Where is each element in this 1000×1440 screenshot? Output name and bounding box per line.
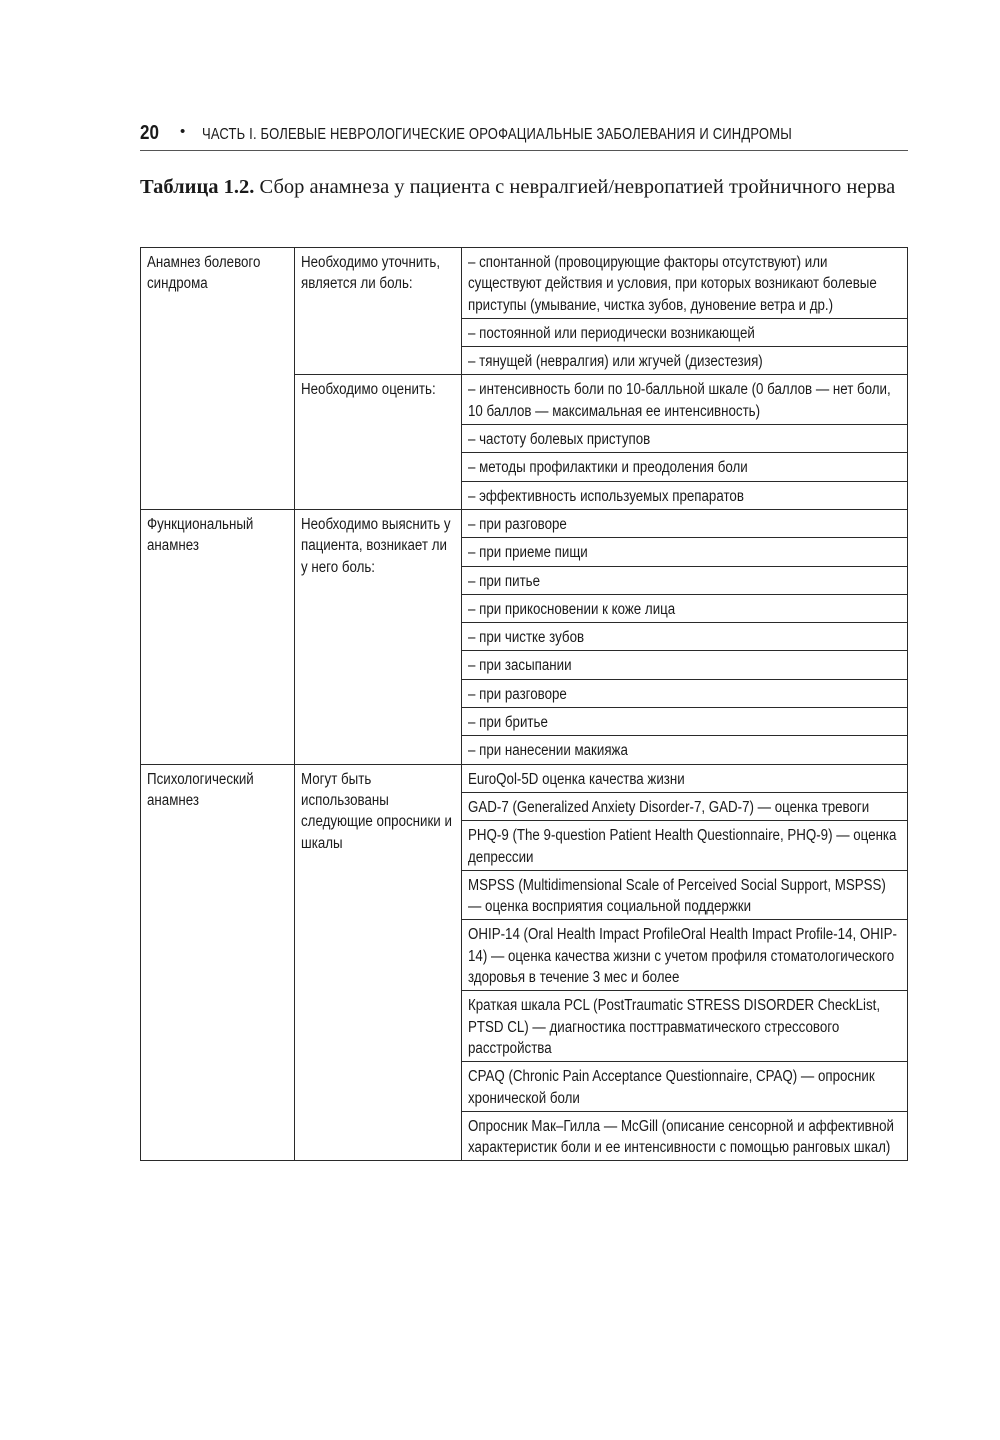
item-text: MSPSS (Multidimensional Scale of Perceived Social Support, MSPSS) — оценка восприятия социальной поддержки (468, 876, 886, 916)
category-cell (141, 509, 295, 764)
instruction-label: Необходимо выяснить у пациента, возникает ли у него боль: (301, 515, 451, 576)
item-text: EuroQol-5D оценка качества жизни (468, 770, 685, 788)
instruction-cell (295, 764, 462, 1161)
item-cell (462, 679, 908, 707)
item-text: Краткая шкала PCL (PostTraumatic STRESS DISORDER CheckList, PTSD CL) — диагностика посттравматического стрессового расстройства (468, 997, 881, 1057)
item-cell (462, 708, 908, 736)
item-cell (462, 651, 908, 679)
item-cell (462, 792, 908, 820)
item-text: – методы профилактики и преодоления боли (468, 459, 748, 477)
item-text: – при прикосновении к коже лица (468, 600, 676, 618)
bullet-separator: • (180, 123, 186, 140)
item-cell (462, 566, 908, 594)
item-text: – при нанесении макияжа (468, 742, 628, 760)
item-text: – при разговоре (468, 685, 567, 703)
table-row (141, 248, 908, 319)
page-number: 20 (140, 122, 159, 144)
item-cell (462, 425, 908, 453)
item-text: – при чистке зубов (468, 629, 585, 647)
table-caption (140, 172, 910, 202)
instruction-label: Могут быть использованы следующие опросники и шкалы (301, 770, 452, 852)
item-cell (462, 870, 908, 920)
item-cell (462, 821, 908, 871)
item-cell (462, 318, 908, 346)
item-text: – при разговоре (468, 515, 567, 533)
item-cell (462, 623, 908, 651)
item-text: – при бритье (468, 714, 548, 732)
category-cell (141, 764, 295, 1161)
item-text: CPAQ (Chronic Pain Acceptance Questionnaire, CPAQ) — опросник хронической боли (468, 1068, 875, 1107)
item-cell (462, 764, 908, 792)
category-label: Анамнез болевого синдрома (147, 254, 261, 293)
item-text: – спонтанной (провоцирующие факторы отсутствуют) или существуют действия и условия, при которых возникают болевые приступы (умывание, чистка зубов, дуновение ветра и др.) (468, 254, 877, 314)
category-label: Психологический анамнез (147, 770, 254, 809)
instruction-cell (295, 248, 462, 375)
item-cell (462, 453, 908, 481)
item-cell (462, 594, 908, 622)
item-cell (462, 1111, 908, 1161)
item-cell (462, 538, 908, 566)
category-label: Функциональный анамнез (147, 515, 254, 555)
item-cell (462, 481, 908, 509)
item-cell (462, 509, 908, 537)
anamnesis-table (140, 247, 908, 1161)
table-row (141, 764, 908, 792)
item-text: – интенсивность боли по 10-балльной шкале (0 баллов — нет боли, 10 баллов — максимальная ее интенсивность) (468, 381, 891, 420)
category-cell (141, 248, 295, 510)
item-text: – постоянной или периодически возникающей (468, 324, 755, 342)
table-caption-text: Сбор анамнеза у пациента с невралгией/невропатией тройничного нерва (254, 176, 896, 198)
item-cell (462, 1062, 908, 1112)
running-head (140, 120, 908, 151)
item-cell (462, 991, 908, 1062)
item-text: – при засыпании (468, 657, 572, 675)
item-cell (462, 347, 908, 375)
item-text: – тянущей (невралгия) или жгучей (дизестезия) (468, 353, 763, 371)
item-cell (462, 375, 908, 425)
part-title: ЧАСТЬ I. БОЛЕВЫЕ НЕВРОЛОГИЧЕСКИЕ ОРОФАЦИАЛЬНЫЕ ЗАБОЛЕВАНИЯ И СИНДРОМЫ (202, 126, 792, 143)
item-text: GAD-7 (Generalized Anxiety Disorder-7, GAD-7) — оценка тревоги (468, 798, 870, 816)
item-text: PHQ-9 (The 9-question Patient Health Questionnaire, PHQ-9) — оценка депрессии (468, 827, 897, 866)
item-text: – частоту болевых приступов (468, 431, 651, 449)
instruction-label: Необходимо оценить: (301, 381, 436, 399)
table-caption-label: Таблица 1.2. (140, 176, 255, 198)
item-text: – эффективность используемых препаратов (468, 487, 744, 505)
item-cell (462, 920, 908, 991)
table-row (141, 509, 908, 537)
item-text: – при питье (468, 572, 541, 590)
instruction-cell (295, 375, 462, 509)
item-cell (462, 736, 908, 764)
instruction-label: Необходимо уточнить, является ли боль: (301, 254, 441, 293)
item-cell (462, 248, 908, 319)
item-text: – при приеме пищи (468, 544, 588, 562)
item-text: Опросник Мак–Гилла — McGill (описание сенсорной и аффективной характеристик боли и ее интенсивности с помощью ранговых шкал) (468, 1117, 894, 1157)
item-text: OHIP-14 (Oral Health Impact ProfileOral Health Impact Profile-14, OHIP-14) — оценка качества жизни с учетом профиля стоматологического здоровья в течение 3 мес и более (468, 926, 897, 987)
instruction-cell (295, 509, 462, 764)
